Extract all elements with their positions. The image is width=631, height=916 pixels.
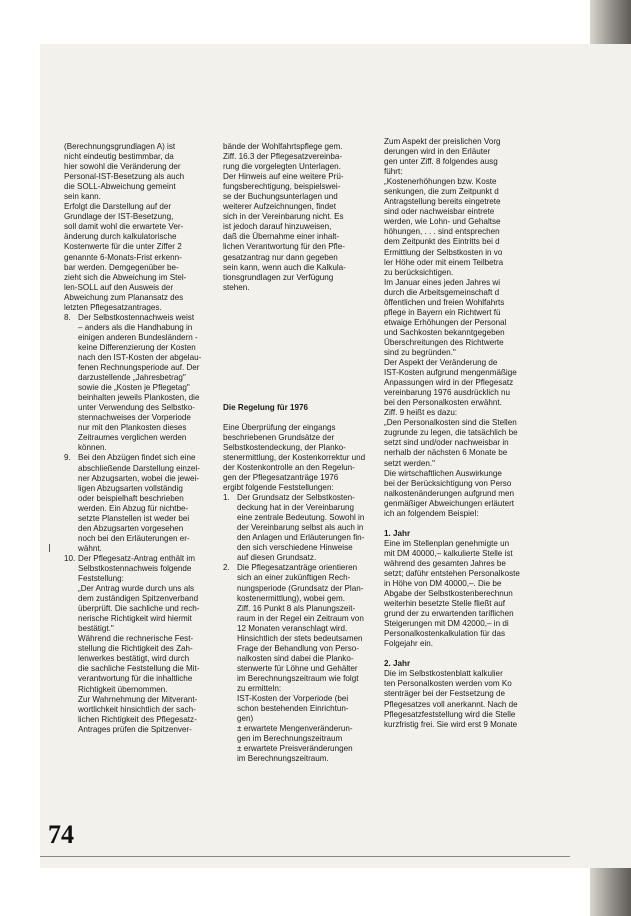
text-line: ergibt folgende Feststellungen:: [223, 483, 334, 493]
text-line: genannte 6-Monats-Frist erkenn-: [64, 252, 182, 262]
list-item-10: [64, 554, 202, 735]
list-number: 9.: [64, 453, 71, 463]
text-line: zugrunde zu legen, die tatsächlich be: [384, 428, 518, 438]
page-number: 74: [48, 820, 74, 849]
subheading-year-1: 1. Jahr: [384, 528, 411, 538]
text-line: nerhalb der nächsten 6 Monate be: [384, 448, 508, 458]
text-line: werden, wie Lohn- und Gehaltse: [384, 217, 501, 227]
text-line: gen der Pflegesatzanträge 1976: [223, 472, 339, 482]
text-line: der Kostenkontrolle an den Regelun-: [223, 462, 355, 472]
bottom-rule: [40, 856, 570, 857]
background-margin: [0, 0, 631, 44]
text-line: nicht eindeutig bestimmbar, da: [64, 152, 174, 162]
text-line: derungen wird in den Erläuter: [384, 147, 491, 157]
column-3: [384, 137, 576, 730]
text-line: Der Grundsatz der Selbstkosten-: [237, 493, 355, 503]
list-number: 1.: [223, 493, 230, 503]
text-line: Ziff. 16 Punkt 8 als Planungszeit-: [237, 603, 356, 613]
list-item-8: [64, 313, 202, 454]
text-line: zu ermitteln:: [237, 683, 282, 693]
text-line: „Den Personalkosten sind die Stellen: [384, 418, 517, 428]
text-line: zieht sich die Abweichung im Stel-: [64, 272, 187, 282]
text-line: ich an folgendem Beispiel:: [384, 508, 479, 518]
col3-part-a: [384, 137, 576, 519]
text-line: gesatzantrag nur dann gegeben: [223, 252, 338, 262]
text-line: nerische Richtigkeit wird hiermit: [78, 614, 192, 624]
text-line: se der Buchungsunterlagen und: [223, 192, 338, 202]
text-line: wortlichkeit hinsichtlich der sach-: [78, 704, 196, 714]
list-number: 10.: [64, 553, 76, 563]
text-line: len-SOLL auf den Ausweis der: [64, 282, 174, 292]
list-item-2: [223, 563, 363, 764]
text-line: tionsgrundlagen zur Verfügung: [223, 272, 334, 282]
text-line: Abweichung zum Planansatz des: [64, 292, 184, 302]
text-line: die SOLL-Abweichung gemeint: [64, 182, 176, 192]
text-line: änderung durch kalkulatorische: [64, 232, 177, 242]
text-line: setzt werden.": [384, 458, 436, 468]
text-line: gen): [237, 714, 254, 724]
text-line: Selbstkostennachweis folgende: [78, 563, 192, 573]
text-line: abschließende Darstellung einzel-: [78, 463, 200, 473]
text-line: beschriebenen Grundsätze der: [223, 432, 335, 442]
column-1: [64, 142, 202, 735]
text-line: überprüft. Die sachliche und rech-: [78, 604, 200, 614]
text-line: Anpassungen wird in der Pflegesatz: [384, 378, 514, 388]
text-line: deckung hat in der Vereinbarung: [237, 503, 354, 513]
text-line: nungsperiode (Grundsatz der Plan-: [237, 583, 364, 593]
text-line: oder beispielhaft beschrieben: [78, 493, 184, 503]
text-line: Zur Wahrnehmung der Mitverant-: [78, 694, 198, 704]
text-line: sowie die „Kosten je Pflegetag": [78, 383, 190, 393]
text-line: eine zentrale Bedeutung. Sowohl in: [237, 513, 365, 523]
text-line: dem zuständigen Spitzenverband: [78, 594, 199, 604]
text-line: lenwerkes bestätigt, wird durch: [78, 654, 190, 664]
text-line: Feststellung:: [78, 574, 124, 584]
text-line: hier sowohl die Veränderung der: [64, 162, 181, 172]
text-line: der Vereinbarung selbst als auch in: [237, 523, 364, 533]
list-item-text: [78, 453, 202, 553]
section-heading: Die Regelung für 1976: [223, 402, 309, 412]
text-line: gen im Berechnungszeitraum: [237, 734, 343, 744]
text-line: daß die Übernahme einer inhalt-: [223, 232, 340, 242]
text-line: führt:: [384, 167, 403, 177]
text-line: Der Selbstkostennachweis weist: [78, 312, 195, 322]
text-line: gen unter Ziff. 8 folgendes ausg: [384, 157, 498, 167]
text-line: werden. Ein Abzug für nichtbe-: [78, 503, 189, 513]
list-item-9: [64, 453, 202, 553]
col2-intro: [223, 422, 366, 493]
text-line: Bei den Abzügen findet sich eine: [78, 453, 196, 463]
text-line: verantwortung für die inhaltliche: [78, 674, 193, 684]
text-line: stehen.: [223, 282, 250, 292]
text-line: setzt; daführ entstehen Personalkoste: [384, 568, 520, 578]
text-line: Antrages prüfen die Spitzenver-: [78, 724, 192, 734]
list-number: 8.: [64, 312, 71, 322]
text-line: stennachweises der Vorperiode: [78, 413, 191, 423]
text-line: sind zu begründen.": [384, 347, 456, 357]
text-line: bei den Personalkosten erwähnt.: [384, 398, 502, 408]
list-item-1: [223, 493, 363, 563]
text-line: Erfolgt die Darstellung auf der: [64, 202, 172, 212]
text-line: nach den IST-Kosten der abgelau-: [78, 352, 202, 362]
text-line: Der Hinweis auf eine weitere Prü-: [223, 172, 344, 182]
text-line: darzustellende „Jahresbetrag": [78, 373, 186, 383]
subheading-year-2: 2. Jahr: [384, 659, 411, 669]
text-line: weiterhin besetzte Stelle fließt auf: [384, 599, 506, 609]
text-line: noch bei den Erläuterungen er-: [78, 533, 190, 543]
text-line: Die wirtschaftlichen Auswirkunge: [384, 468, 502, 478]
text-line: in Höhe von DM 40000,–. Die be: [384, 579, 502, 589]
text-line: Zeitraumes verglichen werden: [78, 433, 187, 443]
text-line: raum in der Regel ein Zeitraum von: [237, 613, 364, 623]
text-line: senkungen, die zum Zeitpunkt d: [384, 187, 499, 197]
text-line: Eine Überprüfung der eingangs: [223, 422, 336, 432]
text-line: Die im Selbstkostenblatt kalkulier: [384, 669, 503, 679]
text-line: grund der zu erwartenden tariflichen: [384, 609, 514, 619]
spacer: [384, 649, 576, 659]
text-line: ten Personalkosten werden vom Ko: [384, 679, 512, 689]
list-item-text: [78, 554, 202, 735]
col2-continuation: [223, 142, 363, 293]
list-item-text: [78, 313, 202, 454]
text-line: Ermittlung der Selbstkosten in vo: [384, 247, 503, 257]
text-line: Überschreitungen des Richtwerte: [384, 337, 504, 347]
text-line: Pflegesatzes voll anerkannt. Nach de: [384, 699, 518, 709]
text-line: setzte Planstellen ist weder bei: [78, 513, 190, 523]
text-line: fungsberechtigung, beispielswei-: [223, 182, 341, 192]
text-line: ist jedoch darauf hinzuweisen,: [223, 222, 332, 232]
text-line: Hinsichtlich der stets bedeutsamen: [237, 633, 363, 643]
text-line: Richtigkeit übernommen.: [78, 684, 168, 694]
spacer: [223, 413, 363, 423]
text-line: auf diesen Grundsatz.: [237, 553, 317, 563]
text-line: einigen anderen Bundesländern -: [78, 332, 198, 342]
text-line: ± erwartete Mengenveränderun-: [237, 724, 353, 734]
col1-intro: [64, 142, 202, 313]
text-line: öffentlichen und freien Wohlfahrts: [384, 297, 505, 307]
text-line: Die Pflegesatzanträge orientieren: [237, 563, 358, 573]
text-line: die sachliche Feststellung die Mit-: [78, 664, 200, 674]
column-2: [223, 142, 366, 764]
text-line: kostenermittlung), wobei gem.: [237, 593, 345, 603]
text-line: und Sachkosten bekanntgegeben: [384, 327, 505, 337]
text-line: lichen Richtigkeit des Pflegesatz-: [78, 714, 197, 724]
text-line: Zum Aspekt der preislichen Vorg: [384, 137, 501, 146]
text-line: setzt sind und/oder nachweisbar in: [384, 438, 509, 448]
text-line: Antragstellung bereits eingetrete: [384, 197, 501, 207]
text-line: dem Zeitpunkt des Eintritts bei d: [384, 237, 500, 247]
text-line: Abgabe der Selbstkostenberechnun: [384, 589, 513, 599]
text-line: Pflegesatzfeststellung wird die Stelle: [384, 709, 516, 719]
text-line: Grundlage der IST-Besetzung,: [64, 212, 174, 222]
text-line: Folgejahr ein.: [384, 639, 434, 649]
text-line: keine Differenzierung der Kosten: [78, 342, 196, 352]
col3-part-c: [384, 669, 576, 729]
text-line: beinhalten jeweils Plankosten, die: [78, 393, 200, 403]
text-line: stenträger bei der Festsetzung de: [384, 689, 506, 699]
text-line: lichen Verantwortung für den Pfle-: [223, 242, 345, 252]
text-line: soll damit wohl die erwartete Ver-: [64, 222, 184, 232]
text-line: stellung die Richtigkeit des Zah-: [78, 644, 193, 654]
text-line: ner Abzugsarten, wobei die jewei-: [78, 473, 200, 483]
text-line: Im Januar eines jeden Jahres wi: [384, 277, 501, 287]
text-line: – anders als die Handhabung in: [78, 322, 193, 332]
text-line: mit DM 40000,– kalkulierte Stelle ist: [384, 548, 513, 558]
text-line: Der Aspekt der Veränderung de: [384, 358, 498, 368]
text-line: ± erwartete Preisveränderungen: [237, 744, 353, 754]
text-line: zu berücksichtigen.: [384, 267, 454, 277]
list-item-text: [237, 493, 364, 563]
text-line: nalkosten sind dabei die Planko-: [237, 653, 354, 663]
text-line: weiterer Aufzeichnungen, findet: [223, 202, 336, 212]
spacer: [223, 293, 363, 333]
text-line: Der Pflegesatz-Antrag enthält im: [78, 553, 195, 563]
text-line: unter Verwendung des Selbstko-: [78, 403, 195, 413]
list-number: 2.: [223, 563, 230, 573]
text-line: stenwerte für Löhne und Gehälter: [237, 663, 358, 673]
text-line: 12 Monaten veranschlagt wird.: [237, 623, 348, 633]
text-line: den Anlagen und Erläuterungen fin-: [237, 533, 365, 543]
text-line: kurzfristig frei. Sie wird erst 9 Monate: [384, 719, 518, 729]
text-line: höhungen, . . . sind entsprechen: [384, 227, 500, 237]
text-line: letzten Pflegesatzantrages.: [64, 302, 162, 312]
text-line: nur mit den Plankosten dieses: [78, 423, 187, 433]
text-line: können.: [78, 443, 107, 453]
spacer: [384, 519, 576, 529]
text-line: bände der Wohlfahrtspflege gem.: [223, 142, 343, 151]
text-line: schon bestehenden Einrichtun-: [237, 704, 349, 714]
text-line: Kostenwerte für die unter Ziffer 2: [64, 242, 182, 252]
text-line: sind oder nachweisbar eintrete: [384, 207, 495, 217]
text-line: IST-Kosten aufgrund mengenmäßige: [384, 368, 517, 378]
text-line: Während die rechnerische Fest-: [78, 634, 194, 644]
text-line: rung die vorgelegten Unterlagen.: [223, 162, 341, 172]
text-line: (Berechnungsgrundlagen A) ist: [64, 142, 176, 151]
text-line: während des gesamten Jahres be: [384, 558, 506, 568]
text-line: bar werden. Demgegenüber be-: [64, 262, 179, 272]
text-line: Personalkostenkalkulation für das: [384, 629, 506, 639]
text-line: durch die Arbeitsgemeinschaft d: [384, 287, 500, 297]
text-line: den Abzugsarten vorgesehen: [78, 523, 184, 533]
text-line: ler Höhe oder mit einem Teilbetra: [384, 257, 504, 267]
text-line: Frage der Behandlung von Perso-: [237, 643, 359, 653]
text-line: IST-Kosten der Vorperiode (bei: [237, 694, 349, 704]
text-line: sich an einer zukünftigen Rech-: [237, 573, 351, 583]
text-line: wähnt.: [78, 543, 102, 553]
text-line: Steigerungen mit DM 42000,– in di: [384, 619, 509, 629]
text-line: bei der Berücksichtigung von Perso: [384, 478, 512, 488]
text-line: sein kann, wenn auch die Kalkula-: [223, 262, 346, 272]
spacer: [223, 333, 363, 403]
text-line: „Kostenerhöhungen bzw. Koste: [384, 177, 497, 187]
text-line: Ziff. 16.3 der Pflegesatzvereinba-: [223, 152, 343, 162]
text-line: etwaige Erhöhungen der Personal: [384, 317, 507, 327]
text-line: Eine im Stellenplan genehmigte un: [384, 538, 510, 548]
text-line: fenen Rechnungsperiode auf. Der: [78, 363, 200, 373]
text-line: im Berechnungszeitraum wie folgt: [237, 673, 359, 683]
text-line: den sich verschiedene Hinweise: [237, 543, 353, 553]
text-line: im Berechnungszeitraum.: [237, 754, 329, 764]
list-item-text: [237, 563, 364, 764]
text-line: Personal-IST-Besetzung als auch: [64, 172, 185, 182]
text-line: sich in der Vereinbarung nicht. Es: [223, 212, 344, 222]
text-line: pflege in Bayern ein Richtwert fü: [384, 307, 501, 317]
text-line: sein kann.: [64, 192, 101, 202]
text-line: vereinbarung 1976 ausdrücklich nu: [384, 388, 510, 398]
text-line: „Der Antrag wurde durch uns als: [78, 584, 195, 594]
text-line: bestätigt.": [78, 624, 114, 634]
margin-mark: [49, 544, 54, 552]
col3-part-b: [384, 539, 576, 650]
text-line: genmäßiger Abweichungen erläutert: [384, 498, 515, 508]
text-line: Selbstkostendeckung, der Planko-: [223, 442, 346, 452]
text-line: nalkostenänderungen aufgrund men: [384, 488, 515, 498]
text-line: stenermittlung, der Kostenkorrektur und: [223, 452, 366, 462]
scanned-page: [40, 44, 631, 868]
text-line: ligen Abzugsarten vollständig: [78, 483, 183, 493]
text-line: Ziff. 9 heißt es dazu:: [384, 408, 458, 418]
